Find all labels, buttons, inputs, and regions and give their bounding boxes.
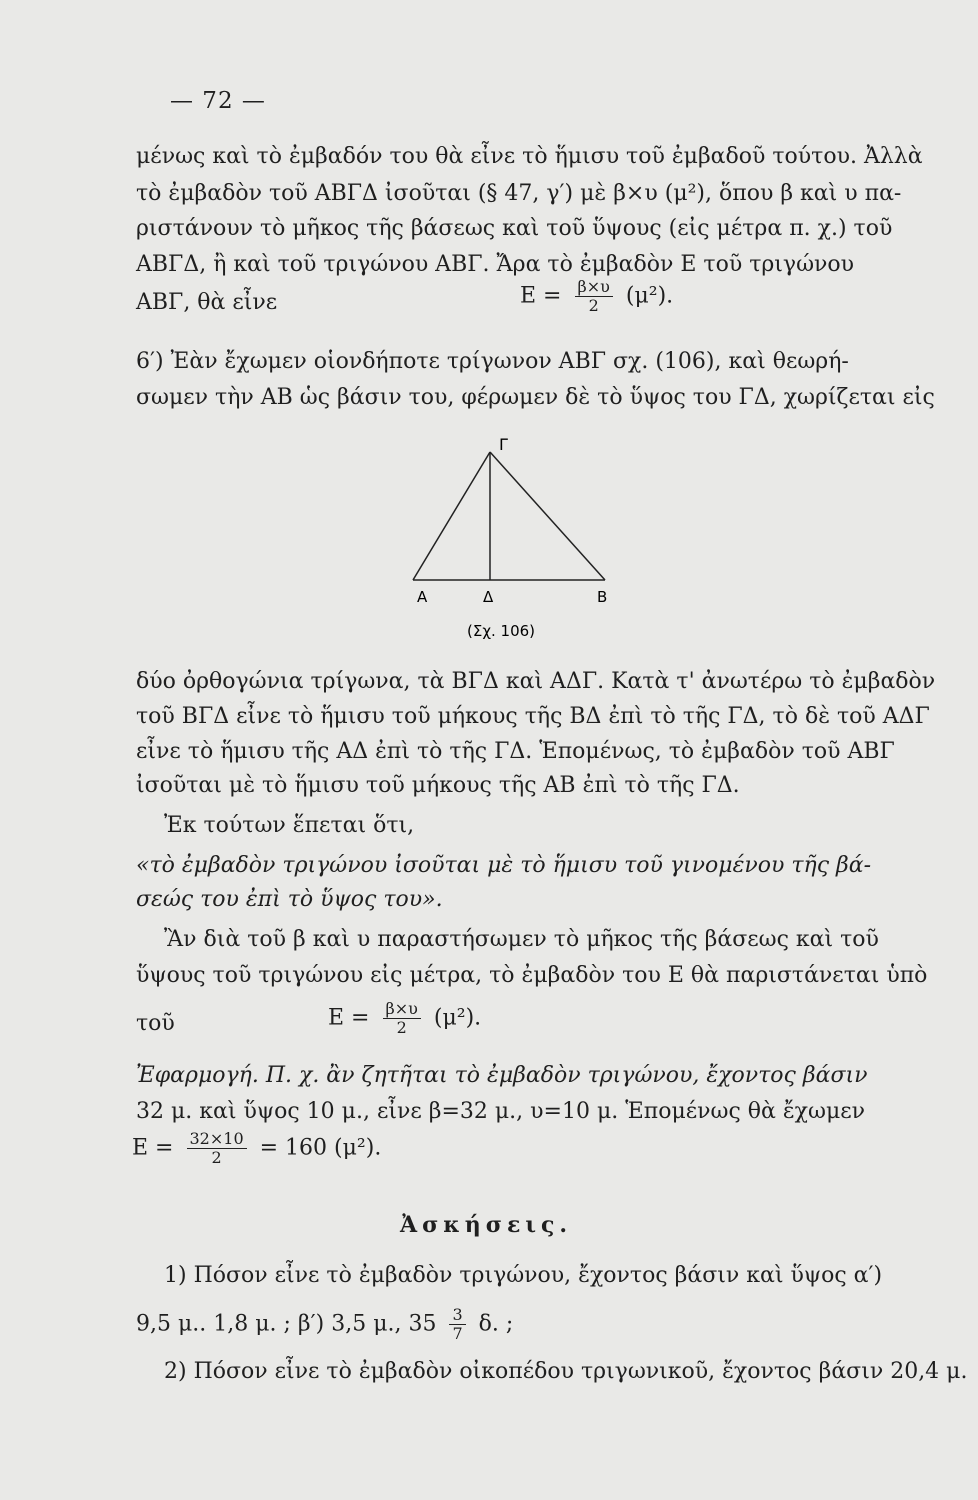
formula-3-numerator: 32×10 <box>187 1130 247 1149</box>
formula-1-numerator: β×υ <box>575 278 613 297</box>
label-delta: Δ <box>483 588 494 606</box>
text-line-11: ἰσοῦται μὲ τὸ ἥμισυ τοῦ μήκους τῆς ΑΒ ἐπὶ τὸ τῆς ΓΔ. <box>136 773 740 798</box>
text-line-12: Ἐκ τούτων ἕπεται ὅτι, <box>164 813 415 838</box>
formula-area-3 <box>132 1130 381 1167</box>
label-gamma: Γ <box>499 435 508 454</box>
rule-line-2: σεώς του ἐπὶ τὸ ὕψος του». <box>136 887 443 912</box>
formula-2-denominator: 2 <box>396 1018 407 1037</box>
triangle-figure <box>395 430 635 665</box>
text-line-17: τοῦ <box>136 1011 175 1036</box>
formula-1-lhs: Ε = <box>520 283 562 309</box>
formula-2-lhs: Ε = <box>328 1005 370 1031</box>
formula-3-lhs: Ε = <box>132 1135 174 1161</box>
text-line-7: σωμεν τὴν ΑΒ ὡς βάσιν του, φέρωμεν δὲ τὸ ὕψος του ΓΔ, χωρίζεται εἰς <box>136 385 935 410</box>
fraction-3-7-numerator: 3 <box>449 1306 465 1325</box>
text-line-10: εἶνε τὸ ἥμισυ τῆς ΑΔ ἐπὶ τὸ τῆς ΓΔ. Ἑπομένως, τὸ ἐμβαδὸν τοῦ ΑΒΓ <box>136 739 895 764</box>
formula-2-unit: (μ²). <box>433 1005 482 1031</box>
text-line-9: τοῦ ΒΓΔ εἶνε τὸ ἥμισυ τοῦ μήκους τῆς ΒΔ ἐπὶ τὸ τῆς ΓΔ, τὸ δὲ τοῦ ΑΔΓ <box>136 704 930 729</box>
formula-area-2 <box>328 1000 481 1037</box>
exercise-1-values: 9,5 μ.. 1,8 μ. ; β′) 3,5 μ., 35 <box>136 1311 437 1337</box>
formula-1-unit: (μ²). <box>625 283 674 309</box>
formula-2-numerator: β×υ <box>383 1000 421 1019</box>
text-line-1: μένως καὶ τὸ ἐμβαδόν του θὰ εἶνε τὸ ἥμισυ τοῦ ἐμβαδοῦ τούτου. Ἀλλὰ <box>136 144 923 169</box>
formula-3-fraction <box>187 1130 247 1167</box>
formula-area-1 <box>520 278 673 315</box>
formula-2-fraction <box>383 1000 421 1037</box>
side-ag-line <box>413 452 490 580</box>
rule-line-1: «τὸ ἐμβαδὸν τριγώνου ἰσοῦται μὲ τὸ ἥμισυ τοῦ γινομένου τῆς βά- <box>136 853 872 878</box>
label-beta: Β <box>597 588 608 606</box>
formula-3-denominator: 2 <box>211 1148 222 1167</box>
formula-3-rhs: = 160 (μ²). <box>259 1135 382 1161</box>
exercise-1-line-1: 1) Πόσον εἶνε τὸ ἐμβαδὸν τριγώνου, ἔχοντος βάσιν καὶ ὕψος α′) <box>164 1263 883 1288</box>
text-line-15: Ἂν διὰ τοῦ β καὶ υ παραστήσωμεν τὸ μῆκος τῆς βάσεως καὶ τοῦ <box>164 927 879 952</box>
fraction-3-7 <box>449 1306 465 1343</box>
formula-1-denominator: 2 <box>588 296 599 315</box>
text-line-16: ὕψους τοῦ τριγώνου εἰς μέτρα, τὸ ἐμβαδὸν του Ε θὰ παριστάνεται ὑπὸ <box>136 963 928 988</box>
text-line-2: τὸ ἐμβαδὸν τοῦ ΑΒΓΔ ἰσοῦται (§ 47, γ′) μὲ β×υ (μ²), ὅπου β καὶ υ πα- <box>136 181 902 206</box>
text-line-19: 32 μ. καὶ ὕψος 10 μ., εἶνε β=32 μ., υ=10 μ. Ἑπομένως θὰ ἔχωμεν <box>136 1099 866 1124</box>
exercises-heading: Ἀσκήσεις. <box>400 1212 573 1238</box>
label-alpha: Α <box>417 588 428 606</box>
page-number: — 72 — <box>170 88 266 114</box>
text-line-6: 6′) Ἐὰν ἔχωμεν οἱονδήποτε τρίγωνον ΑΒΓ σχ. (106), καὶ θεωρή- <box>136 349 849 374</box>
text-line-5: ΑΒΓ, θὰ εἶνε <box>136 290 278 315</box>
text-line-4: ΑΒΓΔ, ἢ καὶ τοῦ τριγώνου ΑΒΓ. Ἄρα τὸ ἐμβαδὸν Ε τοῦ τριγώνου <box>136 252 855 277</box>
text-line-3: ριστάνουν τὸ μῆκος τῆς βάσεως καὶ τοῦ ὕψους (εἰς μέτρα π. χ.) τοῦ <box>136 216 893 241</box>
formula-1-fraction <box>575 278 613 315</box>
exercise-2-line-1: 2) Πόσον εἶνε τὸ ἐμβαδὸν οἰκοπέδου τριγωνικοῦ, ἔχοντος βάσιν 20,4 μ. <box>164 1359 968 1384</box>
figure-caption: (Σχ. 106) <box>467 622 536 640</box>
application-text: Ἐφαρμογή. Π. χ. ἂν ζητῆται τὸ ἐμβαδὸν τριγώνου, ἔχοντος βάσιν <box>136 1063 868 1088</box>
exercise-1-suffix: δ. ; <box>478 1311 514 1337</box>
text-line-8: δύο ὀρθογώνια τρίγωνα, τὰ ΒΓΔ καὶ ΑΔΓ. Κατὰ τ' ἀνωτέρω τὸ ἐμβαδὸν <box>136 669 936 694</box>
side-gb-line <box>490 452 605 580</box>
exercise-1-line-2 <box>136 1306 513 1343</box>
fraction-3-7-denominator: 7 <box>452 1324 463 1343</box>
application-line <box>136 1062 916 1090</box>
